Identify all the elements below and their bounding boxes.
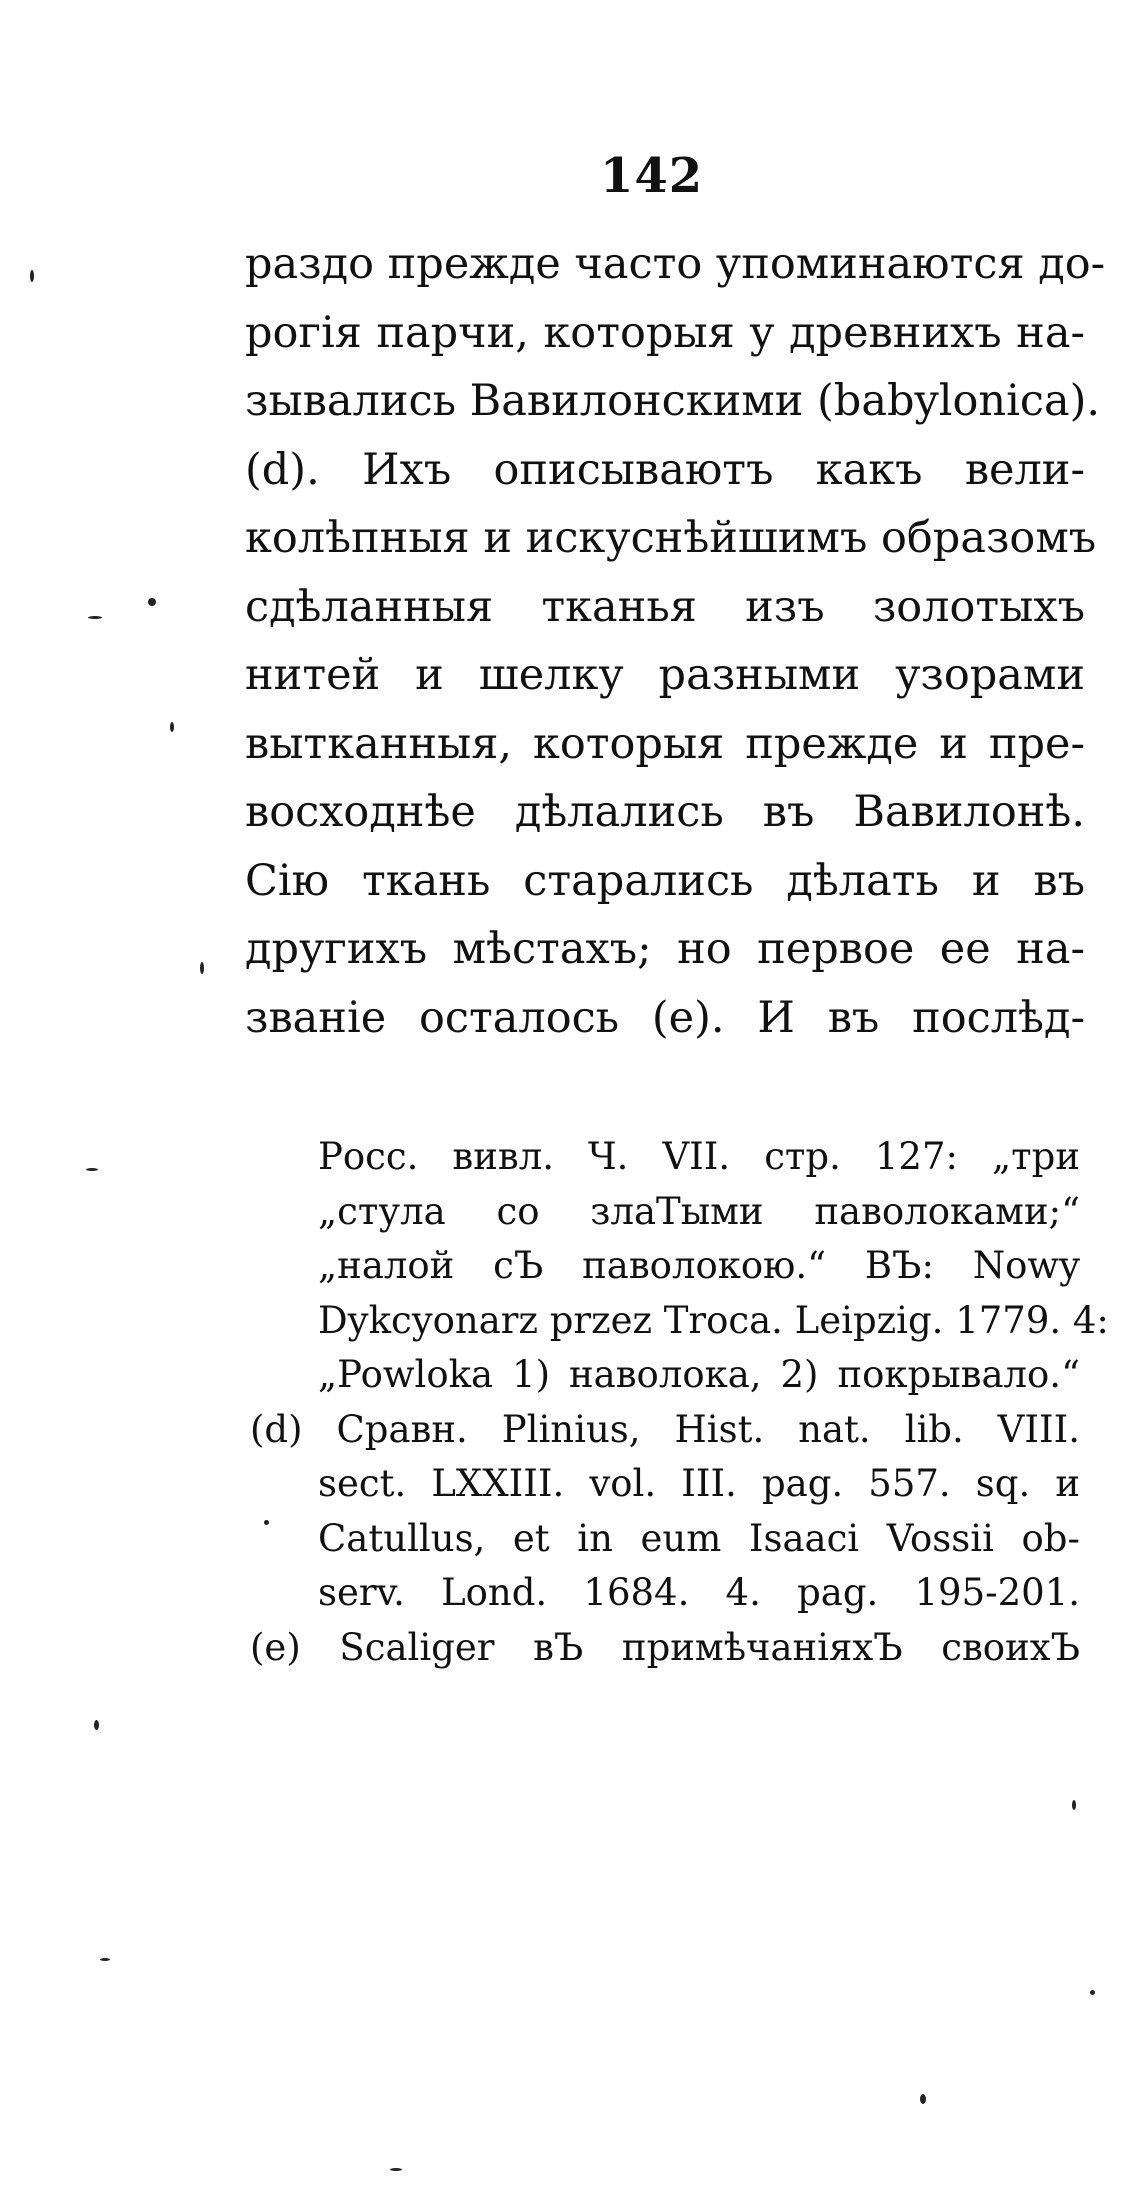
page-number: 142	[600, 148, 704, 204]
main-text	[245, 230, 1106, 1052]
footnote-line: „налой сЪ паволокою.“ ВЪ: Nowy	[318, 1244, 1080, 1287]
scan-speck	[148, 598, 156, 606]
scan-speck	[170, 722, 174, 732]
footnote-line: serv. Lond. 1684. 4. pag. 195-201.	[318, 1571, 1080, 1614]
text-line: званіе осталось (e). И въ послѣд-	[245, 992, 1085, 1043]
footnote-line: Росс. вивл. Ч. VII. стр. 127: „три	[318, 1135, 1080, 1178]
scan-speck	[390, 2168, 402, 2171]
text-line: сдѣланныя тканья изъ золотыхъ	[245, 581, 1085, 632]
footnote-e: (e) Scaliger вЪ примѣчаніяхЪ своихЪ	[250, 1625, 1080, 1669]
text-line: зывались Вавилонскими (babylonica).	[245, 376, 1101, 426]
text-line: другихъ мѣстахъ; но первое ее на-	[245, 924, 1085, 974]
footnote-line: „Powloka 1) наволока, 2) покрывало.“	[318, 1353, 1080, 1396]
scan-speck	[100, 1958, 110, 1961]
scan-speck	[1090, 1990, 1095, 1995]
scan-speck	[1072, 1800, 1076, 1810]
text-line: раздо прежде часто упоминаются до-	[245, 239, 1106, 289]
footnote-line: Dykcyonarz przez Troca. Leipzig. 1779. 4:	[318, 1298, 1109, 1342]
scan-speck	[264, 1520, 269, 1525]
scan-speck	[200, 962, 204, 974]
scan-speck	[94, 1720, 99, 1730]
footnotes	[250, 1130, 1109, 1675]
text-line: вытканныя, которыя прежде и пре-	[245, 718, 1085, 769]
scan-speck	[920, 2094, 926, 2104]
text-line: колѣпныя и искуснѣйшимъ образомъ	[245, 513, 1097, 563]
text-line: восходнѣе дѣлались въ Вавилонѣ.	[245, 787, 1085, 837]
footnote-line: sect. LXXIII. vol. III. pag. 557. sq. и	[318, 1462, 1080, 1505]
text-line: Сію ткань старались дѣлать и въ	[245, 855, 1085, 906]
footnote-line: Catullus, et in eum Isaaci Vossii ob-	[318, 1516, 1080, 1560]
text-line: рогія парчи, которыя у древнихъ на-	[245, 307, 1085, 358]
text-line: нитей и шелку разными узорами	[245, 650, 1085, 700]
scan-speck	[30, 270, 34, 282]
text-line: (d). Ихъ описываютъ какъ вели-	[245, 444, 1085, 495]
footnote-d: (d) Сравн. Plinius, Hist. nat. lib. VIII.	[250, 1407, 1080, 1451]
footnote-line: „стула со злаТыми паволоками;“	[318, 1189, 1080, 1233]
scan-speck	[88, 616, 102, 619]
scan-speck	[86, 1168, 98, 1171]
